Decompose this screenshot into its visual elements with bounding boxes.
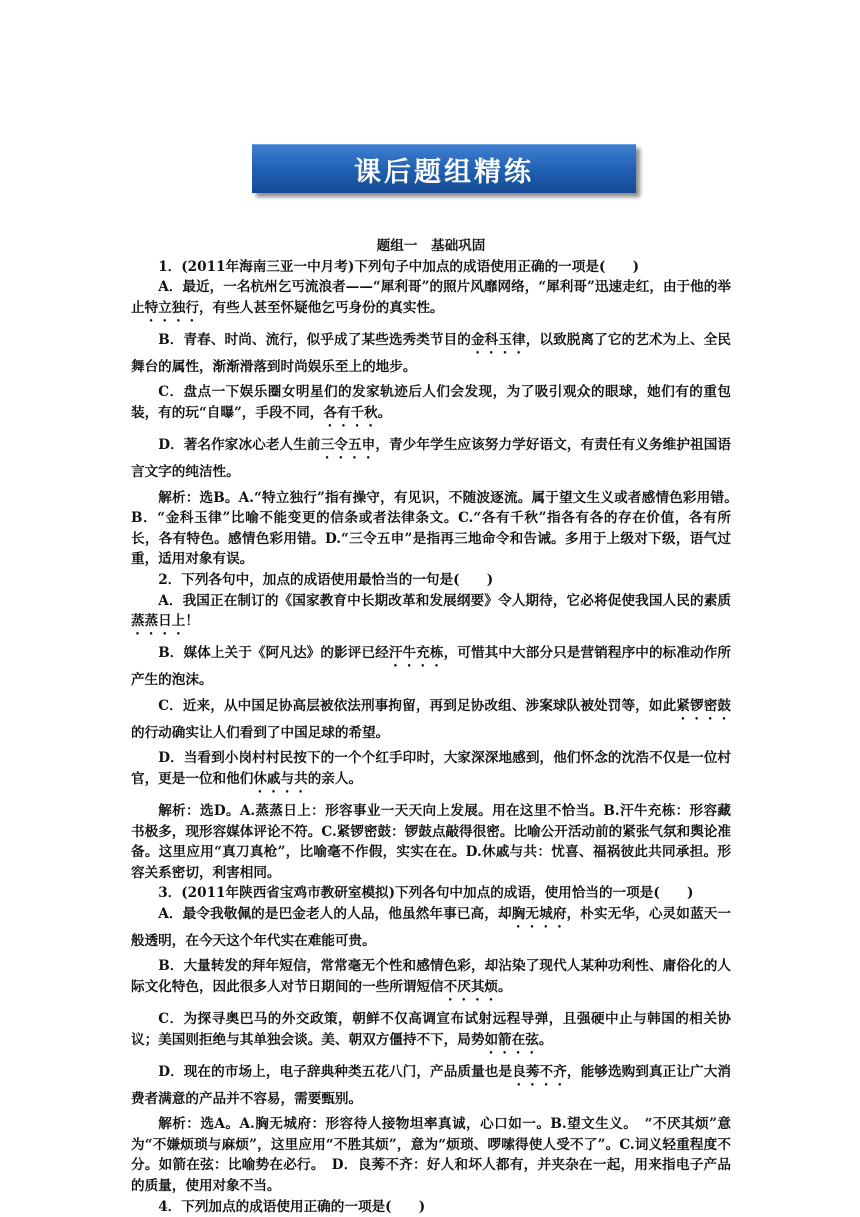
- q4-stem: 4．下列加点的成语使用正确的一项是( ): [158, 1198, 426, 1215]
- q1-option-d: D．著名作家冰心老人生前三令五申，青少年学生应该努力学好语文，有责任有义务维护祖国语言文字的纯洁性。: [131, 436, 732, 480]
- q2-option-b: B．媒体上关于《阿凡达》的影评已经汗牛充栋，可惜其中大部分只是营销程序中的标准动作所产生的泡沫。: [131, 645, 731, 689]
- q3-analysis: 解析：选A。A.胸无城府：形容待人接物坦率真诚，心口如一。B.望文生义。 “不厌其烦”意为“不嫌烦琐与麻烦”，这里应用“不胜其烦”，意为“烦琐、啰嗦得使人受不了”。C.词义轻重程度不分。如箭在弦：比喻势在必行。 D．良莠不齐：好人和坏人都有，并夹杂在一起，用来指电子产品的质量，使用对象不当。: [131, 1116, 731, 1195]
- q2-option-c: C．近来，从中国足协高层被依法刑事拘留，再到足协改组、涉案球队被处罚等，如此紧锣密鼓的行动确实让人们看到了中国足球的希望。: [131, 697, 731, 741]
- q2-b-idiom: 汗牛充栋: [388, 645, 444, 662]
- q3-d-idiom: 良莠不齐: [512, 1063, 567, 1080]
- q1-d-idiom: 三令五申: [320, 436, 376, 453]
- q3-stem: 3．(2011年陕西省宝鸡市教研室模拟)下列各句中加点的成语，使用恰当的一项是( ): [158, 885, 694, 902]
- q1-a-idiom: 特立独行: [144, 299, 199, 316]
- q3-option-d: D．现在的市场上，电子辞典种类五花八门，产品质量也是良莠不齐，能够选购到真正让广大消费者满意的产品并不容易，需要甄别。: [131, 1063, 731, 1107]
- q3-c-idiom: 如箭在弦: [484, 1031, 539, 1048]
- q3-option-b: B．大量转发的拜年短信，常常毫无个性和感情色彩，却沾染了现代人某种功利性、庸俗化的人际文化特色，因此很多人对节日期间的一些所谓短信不厌其烦。: [131, 958, 731, 996]
- q1-option-c: C．盘点一下娱乐圈女明星们的发家轨迹后人们会发现，为了吸引观众的眼球，她们有的重包装，有的玩“自曝”，手段不同，各有千秋。: [131, 384, 731, 421]
- q1-b-idiom: 金科玉律: [470, 331, 526, 348]
- q2-c-idiom: 紧锣密鼓: [676, 697, 731, 714]
- q1-analysis: 解析：选B。A.“特立独行”指有操守，有见识，不随波逐流。属于望文生义或者感情色彩用错。 B．“金科玉律”比喻不能变更的信条或者法律条文。C.“各有千秋”指各有各的存在价值，各有所长，各有特色。感情色彩用错。D.“三令五申”是指再三地命令和告诫。多用于上级对下级，语气过重，适用对象有误。: [131, 489, 745, 568]
- q2-stem: 2．下列各句中，加点的成语使用最恰当的一句是( ): [158, 571, 494, 588]
- q1-option-b: B．青春、时尚、流行，似乎成了某些选秀类节目的金科玉律，以致脱离了它的艺术为上、全民舞台的属性，渐渐滑落到时尚娱乐至上的地步。: [131, 331, 731, 375]
- q2-option-a: A．我国正在制订的《国家教育中长期改革和发展纲要》令人期待，它必将促使我国人民的素质蒸蒸日上！: [131, 592, 731, 630]
- q2-d-idiom: 休戚与共: [253, 770, 308, 787]
- section-title: 题组一 基础巩固: [376, 238, 486, 254]
- q3-b-idiom: 不厌其烦: [443, 979, 499, 996]
- q2-option-d: D．当看到小岗村村民按下的一个个红手印时，大家深深地感到，他们怀念的沈浩不仅是一位村官，更是一位和他们休戚与共的亲人。: [131, 750, 731, 787]
- q1-option-a: A．最近，一名杭州乞丐流浪者——“犀利哥”的照片风靡网络，“犀利哥”迅速走红，由于他的举止特立独行，有些人甚至怀疑他乞丐身份的真实性。: [131, 279, 731, 316]
- q3-option-c: C．为探寻奥巴马的外交政策，朝鲜不仅高调宣布试射远程导弹，且强硬中止与韩国的相关协议；美国则拒绝与其单独会谈。美、朝双方僵持不下，局势如箭在弦。: [131, 1011, 731, 1048]
- q1-stem: 1．(2011年海南三亚一中月考)下列句子中加点的成语使用正确的一项是( ): [158, 258, 640, 275]
- q3-option-a: A．最令我敬佩的是巴金老人的人品，他虽然年事已高，却胸无城府，朴实无华，心灵如蓝天一般透明，在今天这个年代实在难能可贵。: [131, 905, 732, 949]
- q2-analysis: 解析：选D。A.蒸蒸日上：形容事业一天天向上发展。用在这里不恰当。B.汗牛充栋：形容藏书极多，现形容媒体评论不符。C.紧锣密鼓：锣鼓点敲得很密。比喻公开活动前的紧张气氛和舆论准备。这里应用“真刀真枪”，比喻毫不作假，实实在在。D.休戚与共：忧喜、福祸彼此共同承担。形容关系密切，利害相同。: [131, 802, 731, 881]
- q3-a-idiom: 胸无城府: [511, 905, 567, 922]
- exercise-content: [131, 236, 745, 1217]
- q1-c-idiom: 各有千秋: [323, 404, 378, 421]
- q2-a-idiom: 蒸蒸日上: [131, 613, 186, 630]
- banner-title: 课后题组精练: [252, 144, 636, 193]
